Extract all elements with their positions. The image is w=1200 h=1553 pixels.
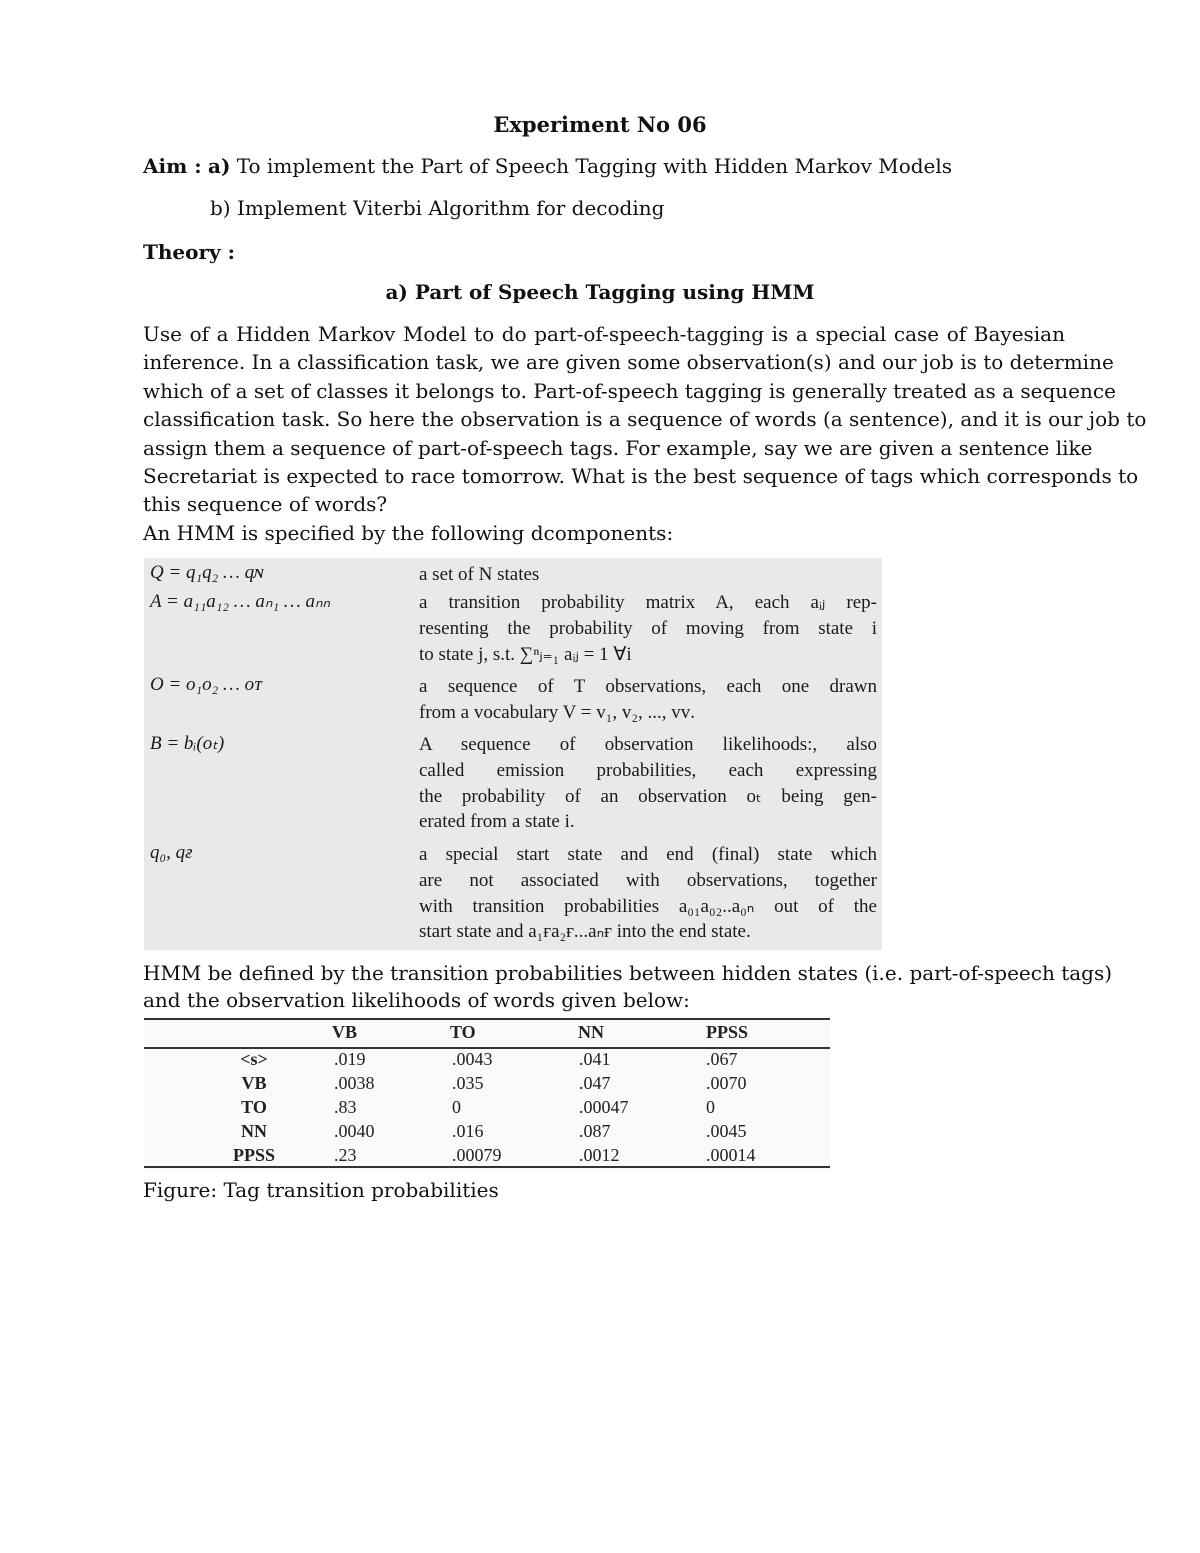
column-header: PPSS [706, 1022, 749, 1042]
paragraph-line: classification task. So here the observation is a sequence of words (a sentence), and it is our job to [143, 407, 1147, 432]
description-line: to state j, s.t. ∑ⁿⱼ₌₁ aᵢⱼ = 1 ∀i [419, 643, 632, 665]
table-cell: .035 [452, 1073, 484, 1093]
hmm-components-figure [144, 558, 882, 950]
paragraph-line: Secretariat is expected to race tomorrow. What is the best sequence of tags which corresponds to [143, 464, 1139, 489]
description-line: with transition probabilities a₀₁a₀₂..a₀ₙ out of the [419, 895, 877, 917]
component-description [419, 590, 877, 667]
description-line: A sequence of observation likelihoods:, also [419, 734, 877, 755]
theory-paragraph [143, 320, 1147, 547]
table-cell: .0043 [452, 1049, 493, 1069]
table-cell: .016 [452, 1121, 484, 1141]
table-top-rule [144, 1018, 830, 1020]
paragraph-line: inference. In a classification task, we are given some observation(s) and our job is to determine [143, 350, 1114, 375]
description-line: a transition probability matrix A, each aᵢⱼ rep- [419, 592, 877, 613]
transition-table-figure [144, 1016, 830, 1170]
paragraph-line: this sequence of words? [143, 492, 388, 517]
table-cell: .047 [579, 1073, 611, 1093]
aim-line-b: b) Implement Viterbi Algorithm for decoding [210, 196, 665, 220]
column-header: NN [578, 1022, 604, 1042]
row-label: VB [241, 1073, 267, 1093]
component-description [419, 674, 877, 726]
description-line: a set of N states [419, 564, 540, 585]
aim-a-text: To implement the Part of Speech Tagging with Hidden Markov Models [236, 154, 953, 178]
component-symbol: Q = q₁q₂ … qɴ [150, 562, 264, 583]
table-cell: .00079 [452, 1145, 502, 1165]
component-symbol: B = bᵢ(oₜ) [150, 733, 225, 754]
row-label: <s> [240, 1049, 268, 1069]
aim-label: Aim : [143, 154, 202, 178]
row-label: NN [241, 1121, 267, 1141]
description-line: called emission probabilities, each expressing [419, 759, 877, 781]
aim-a-marker: a) [207, 154, 231, 178]
table-bottom-rule [144, 1166, 830, 1168]
description-line: are not associated with observations, together [419, 869, 877, 891]
table-cell: .23 [334, 1145, 357, 1165]
table-cell: .087 [579, 1121, 611, 1141]
description-line: a sequence of T observations, each one drawn [419, 676, 877, 697]
figure-caption: Figure: Tag transition probabilities [143, 1178, 499, 1202]
component-symbol: q₀, qғ [150, 842, 193, 863]
table-cell: .019 [334, 1049, 366, 1069]
component-symbol: O = o₁o₂ … oᴛ [150, 674, 262, 695]
transition-intro [143, 960, 1113, 1014]
component-description [419, 842, 877, 945]
description-line: a special start state and end (final) state which [419, 844, 877, 865]
theory-label: Theory : [143, 240, 235, 264]
table-cell: .067 [706, 1049, 738, 1069]
column-header: VB [332, 1022, 358, 1042]
description-line: erated from a state i. [419, 811, 575, 833]
paragraph-line: which of a set of classes it belongs to. Part-of-speech tagging is generally treated as a sequence [143, 378, 1116, 403]
table-cell: 0 [452, 1097, 461, 1117]
table-cell: .83 [334, 1097, 357, 1117]
component-symbol: A = a₁₁a₁₂ … aₙ₁ … aₙₙ [150, 591, 331, 612]
table-cell: .0040 [334, 1121, 375, 1141]
table-cell: .0038 [334, 1073, 375, 1093]
table-cell: .0045 [706, 1121, 747, 1141]
table-cell: .041 [579, 1049, 611, 1069]
table-cell: .0012 [579, 1145, 620, 1165]
description-line: from a vocabulary V = v₁, v₂, ..., vᴠ. [419, 701, 696, 723]
description-line: the probability of an observation oₜ being gen- [419, 785, 877, 807]
table-cell: .00047 [579, 1097, 629, 1117]
paragraph-line: assign them a sequence of part-of-speech tags. For example, say we are given a sentence like [143, 435, 1093, 460]
table-cell: .00014 [706, 1145, 756, 1165]
intro-line: and the observation likelihoods of words given below: [143, 988, 690, 1012]
section-heading: a) Part of Speech Tagging using HMM [385, 280, 815, 304]
component-description [419, 732, 877, 835]
aim-line-a [143, 154, 952, 178]
column-header: TO [450, 1022, 476, 1042]
description-line: resenting the probability of moving from state i [419, 617, 877, 639]
paragraph-line: Use of a Hidden Markov Model to do part-of-speech-tagging is a special case of Bayesian [143, 322, 1065, 346]
table-cell: 0 [706, 1097, 715, 1117]
experiment-title: Experiment No 06 [493, 112, 707, 137]
table-cell: .0070 [706, 1073, 747, 1093]
component-description [419, 562, 877, 588]
row-label: PPSS [232, 1145, 275, 1165]
description-line: start state and a₁ғa₂ғ...aₙғ into the end state. [419, 921, 751, 943]
intro-line: HMM be defined by the transition probabilities between hidden states (i.e. part-of-speech tags) [143, 961, 1113, 985]
paragraph-line: An HMM is specified by the following dcomponents: [143, 520, 674, 545]
row-label: TO [241, 1097, 267, 1117]
